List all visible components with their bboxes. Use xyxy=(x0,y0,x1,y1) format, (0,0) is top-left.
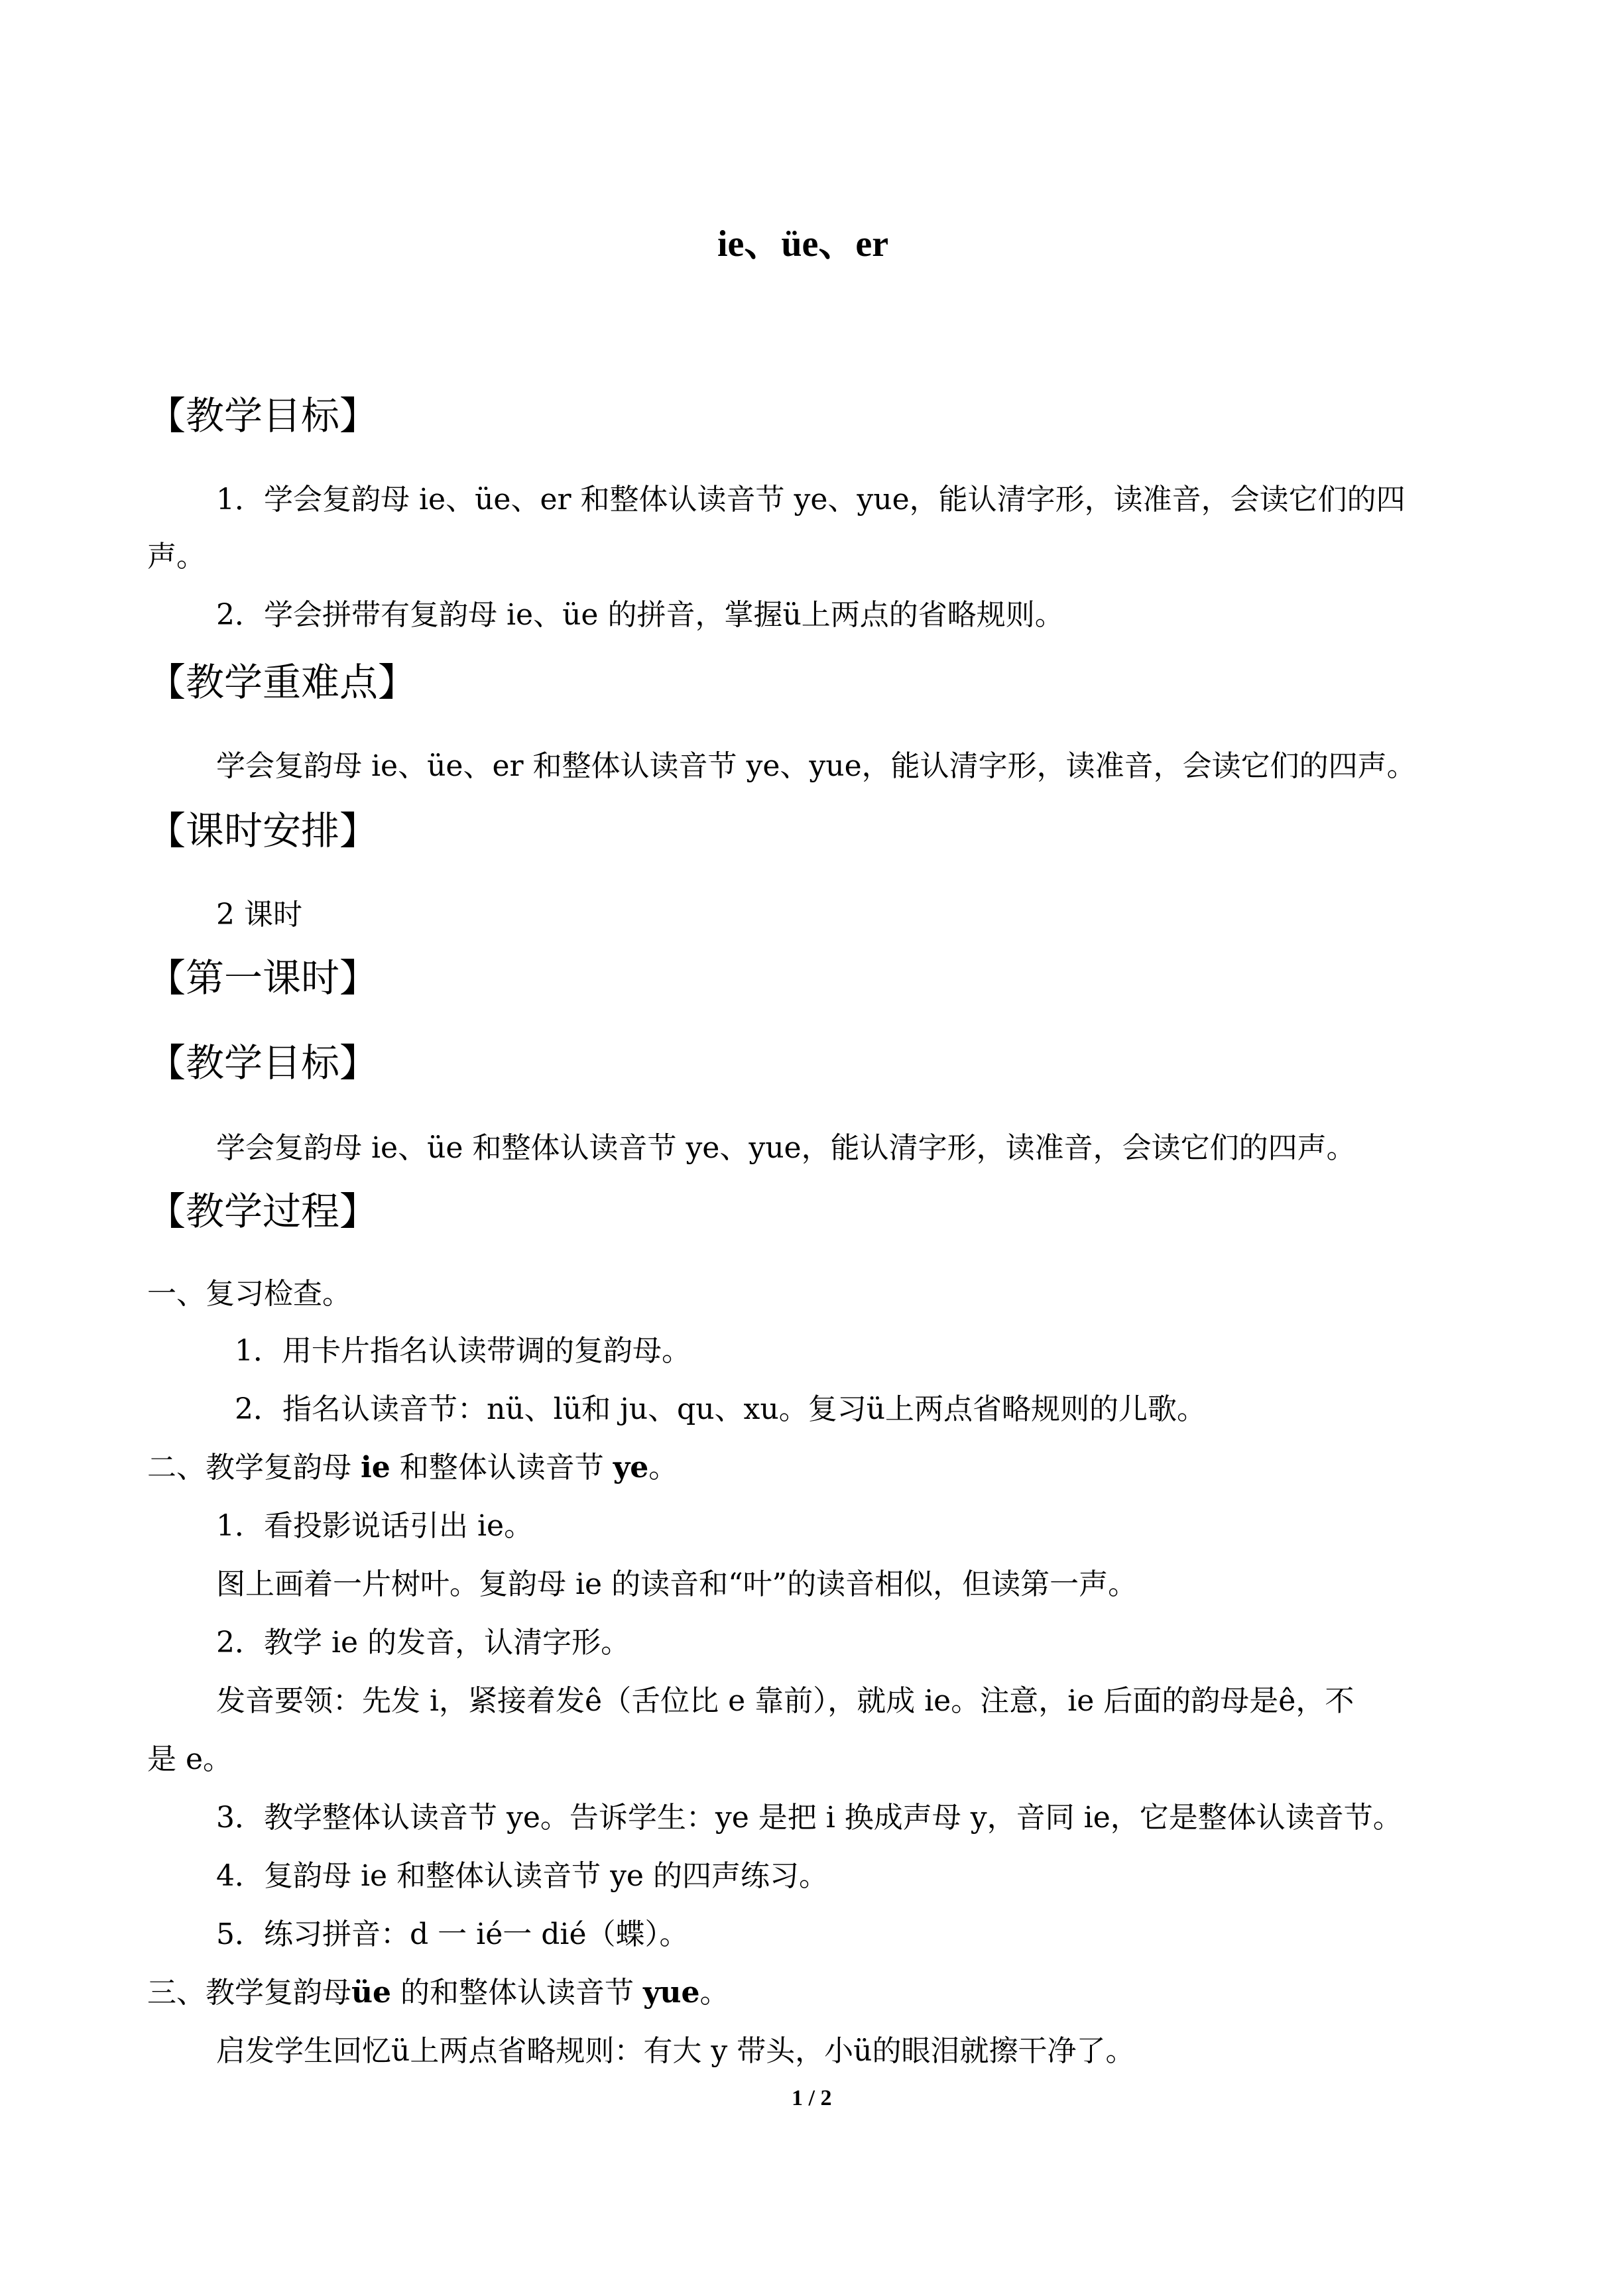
process-step-2-item-1-text: 图上画着一片树叶。复韵母 ie 的读音和“叶”的读音相似，但读第一声。 xyxy=(216,1567,1138,1601)
process-step-1-item-2: 2．指名认读音节：nü、lü和 ju、qu、xu。复习ü上两点省略规则的儿歌。 xyxy=(235,1392,1207,1426)
step-3-title-part: 。 xyxy=(699,1976,729,2010)
step-3-title-bold-ue: üe xyxy=(351,1976,391,2010)
section-heading-goals: 【教学目标】 xyxy=(147,393,379,438)
process-step-3-title xyxy=(147,1978,729,2008)
process-step-2-item-2-text-line-2: 是 e。 xyxy=(147,1742,233,1776)
step-3-title-part: 的和整体认读音节 xyxy=(391,1976,643,2010)
section-heading-lesson-1-goals: 【教学目标】 xyxy=(147,1040,379,1085)
page-title: ie、üe、er xyxy=(717,223,889,265)
step-2-title-part: 。 xyxy=(648,1451,678,1484)
process-step-2-item-1: 1．看投影说话引出 ie。 xyxy=(216,1509,534,1543)
process-step-2-title xyxy=(147,1453,678,1482)
section-heading-lesson-1: 【第一课时】 xyxy=(147,955,379,1000)
process-step-2-item-2-text-line-1: 发音要领：先发 i，紧接着发ê（舌位比 e 靠前），就成 ie。注意，ie 后面的韵母是ê，不 xyxy=(216,1684,1354,1718)
section-heading-process: 【教学过程】 xyxy=(147,1189,379,1234)
section-heading-schedule: 【课时安排】 xyxy=(147,808,379,853)
key-points-text: 学会复韵母 ie、üe、er 和整体认读音节 ye、yue，能认清字形，读准音，会读它们的四声。 xyxy=(216,749,1416,783)
goal-2: 2．学会拼带有复韵母 ie、üe 的拼音，掌握ü上两点的省略规则。 xyxy=(216,598,1064,632)
step-2-title-part: 二、教学复韵母 xyxy=(147,1451,361,1484)
page-number: 1 / 2 xyxy=(792,2086,832,2110)
step-2-title-part: 和整体认读音节 xyxy=(390,1451,613,1484)
process-step-1-item-1: 1．用卡片指名认读带调的复韵母。 xyxy=(235,1334,691,1368)
goal-1-line-2: 声。 xyxy=(147,540,206,574)
process-step-3-text: 启发学生回忆ü上两点省略规则：有大 y 带头，小ü的眼泪就擦干净了。 xyxy=(216,2034,1135,2068)
step-2-title-bold-ye: ye xyxy=(613,1451,649,1484)
schedule-text: 2 课时 xyxy=(216,898,302,932)
section-heading-key-points: 【教学重难点】 xyxy=(147,660,417,705)
process-step-2-item-5: 5．练习拼音：d 一 ié一 dié（蝶）。 xyxy=(216,1917,689,1951)
step-2-title-bold-ie: ie xyxy=(361,1451,391,1484)
step-3-title-part: 三、教学复韵母 xyxy=(147,1976,351,2010)
step-3-title-bold-yue: yue xyxy=(642,1976,700,2010)
goal-1-line-1: 1．学会复韵母 ie、üe、er 和整体认读音节 ye、yue，能认清字形，读准音，会读它们的四 xyxy=(216,483,1406,516)
process-step-2-item-2: 2．教学 ie 的发音，认清字形。 xyxy=(216,1626,631,1660)
process-step-1-title: 一、复习检查。 xyxy=(147,1277,351,1311)
lesson-1-goals-text: 学会复韵母 ie、üe 和整体认读音节 ye、yue，能认清字形，读准音，会读它们的四声。 xyxy=(216,1131,1356,1165)
process-step-2-item-4: 4．复韵母 ie 和整体认读音节 ye 的四声练习。 xyxy=(216,1859,828,1893)
process-step-2-item-3: 3．教学整体认读音节 ye。告诉学生：ye 是把 i 换成声母 y，音同 ie，它是整体认读音节。 xyxy=(216,1801,1402,1835)
